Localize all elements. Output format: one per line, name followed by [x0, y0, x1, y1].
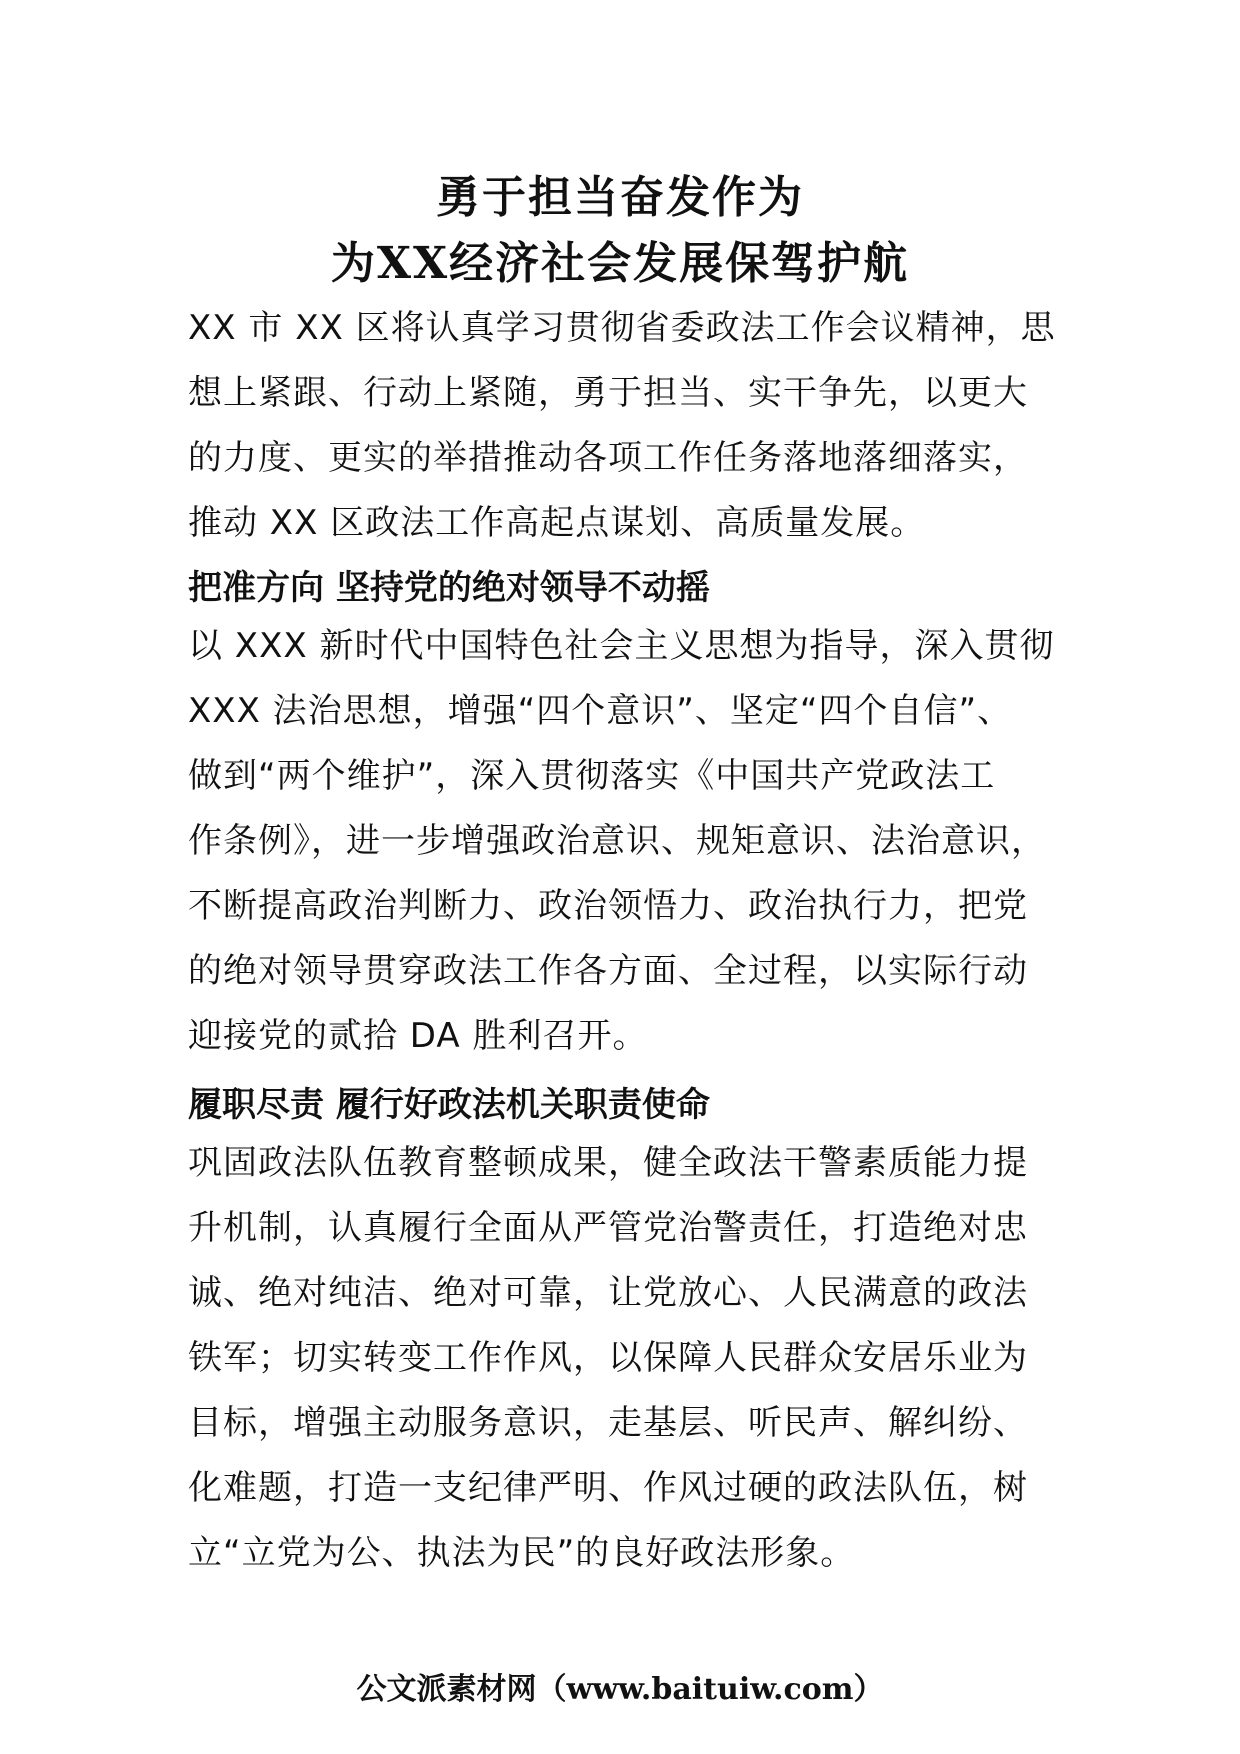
paragraph-line: 目标，增强主动服务意识，走基层、听民声、解纠纷、: [188, 1403, 1028, 1443]
paragraph-line: XXX 法治思想，增强“四个意识”、坚定“四个自信”、: [188, 691, 1013, 731]
paragraph-line: 想上紧跟、行动上紧随，勇于担当、实干争先，以更大: [188, 373, 1028, 413]
paragraph-line: 立“立党为公、执法为民”的良好政法形象。: [188, 1533, 856, 1573]
section-1-paragraph: [188, 614, 1068, 1069]
paragraph-line: 铁军；切实转变工作作风，以保障人民群众安居乐业为: [188, 1338, 1028, 1378]
section-2-paragraph: [188, 1131, 1068, 1586]
paragraph-line: 巩固政法队伍教育整顿成果，健全政法干警素质能力提: [188, 1143, 1028, 1183]
paragraph-line: XX 市 XX 区将认真学习贯彻省委政法工作会议精神，思: [188, 308, 1056, 348]
document-title-line-2: 为XX经济社会发展保驾护航: [330, 238, 910, 289]
section-2-heading: 履职尽责 履行好政法机关职责使命: [188, 1085, 710, 1125]
intro-paragraph: [188, 296, 1068, 556]
paragraph-line: 以 XXX 新时代中国特色社会主义思想为指导，深入贯彻: [188, 626, 1055, 666]
paragraph-line: 做到“两个维护”，深入贯彻落实《中国共产党政法工: [188, 756, 996, 796]
paragraph-line: 不断提高政治判断力、政治领悟力、政治执行力，把党: [188, 886, 1028, 926]
section-1-heading: 把准方向 坚持党的绝对领导不动摇: [188, 568, 710, 608]
footer-source: 公文派素材网（www.baituiw.com）: [356, 1672, 884, 1707]
paragraph-line: 的力度、更实的举措推动各项工作任务落地落细落实，: [188, 438, 1028, 478]
paragraph-line: 升机制，认真履行全面从严管党治警责任，打造绝对忠: [188, 1208, 1028, 1248]
paragraph-line: 迎接党的贰拾 DA 胜利召开。: [188, 1016, 648, 1056]
paragraph-line: 作条例》，进一步增强政治意识、规矩意识、法治意识，: [188, 821, 1046, 861]
paragraph-line: 的绝对领导贯穿政法工作各方面、全过程，以实际行动: [188, 951, 1028, 991]
paragraph-line: 诚、绝对纯洁、绝对可靠，让党放心、人民满意的政法: [188, 1273, 1028, 1313]
document-title-line-1: 勇于担当奋发作为: [436, 172, 804, 223]
paragraph-line: 推动 XX 区政法工作高起点谋划、高质量发展。: [188, 503, 926, 543]
paragraph-line: 化难题，打造一支纪律严明、作风过硬的政法队伍，树: [188, 1468, 1028, 1508]
